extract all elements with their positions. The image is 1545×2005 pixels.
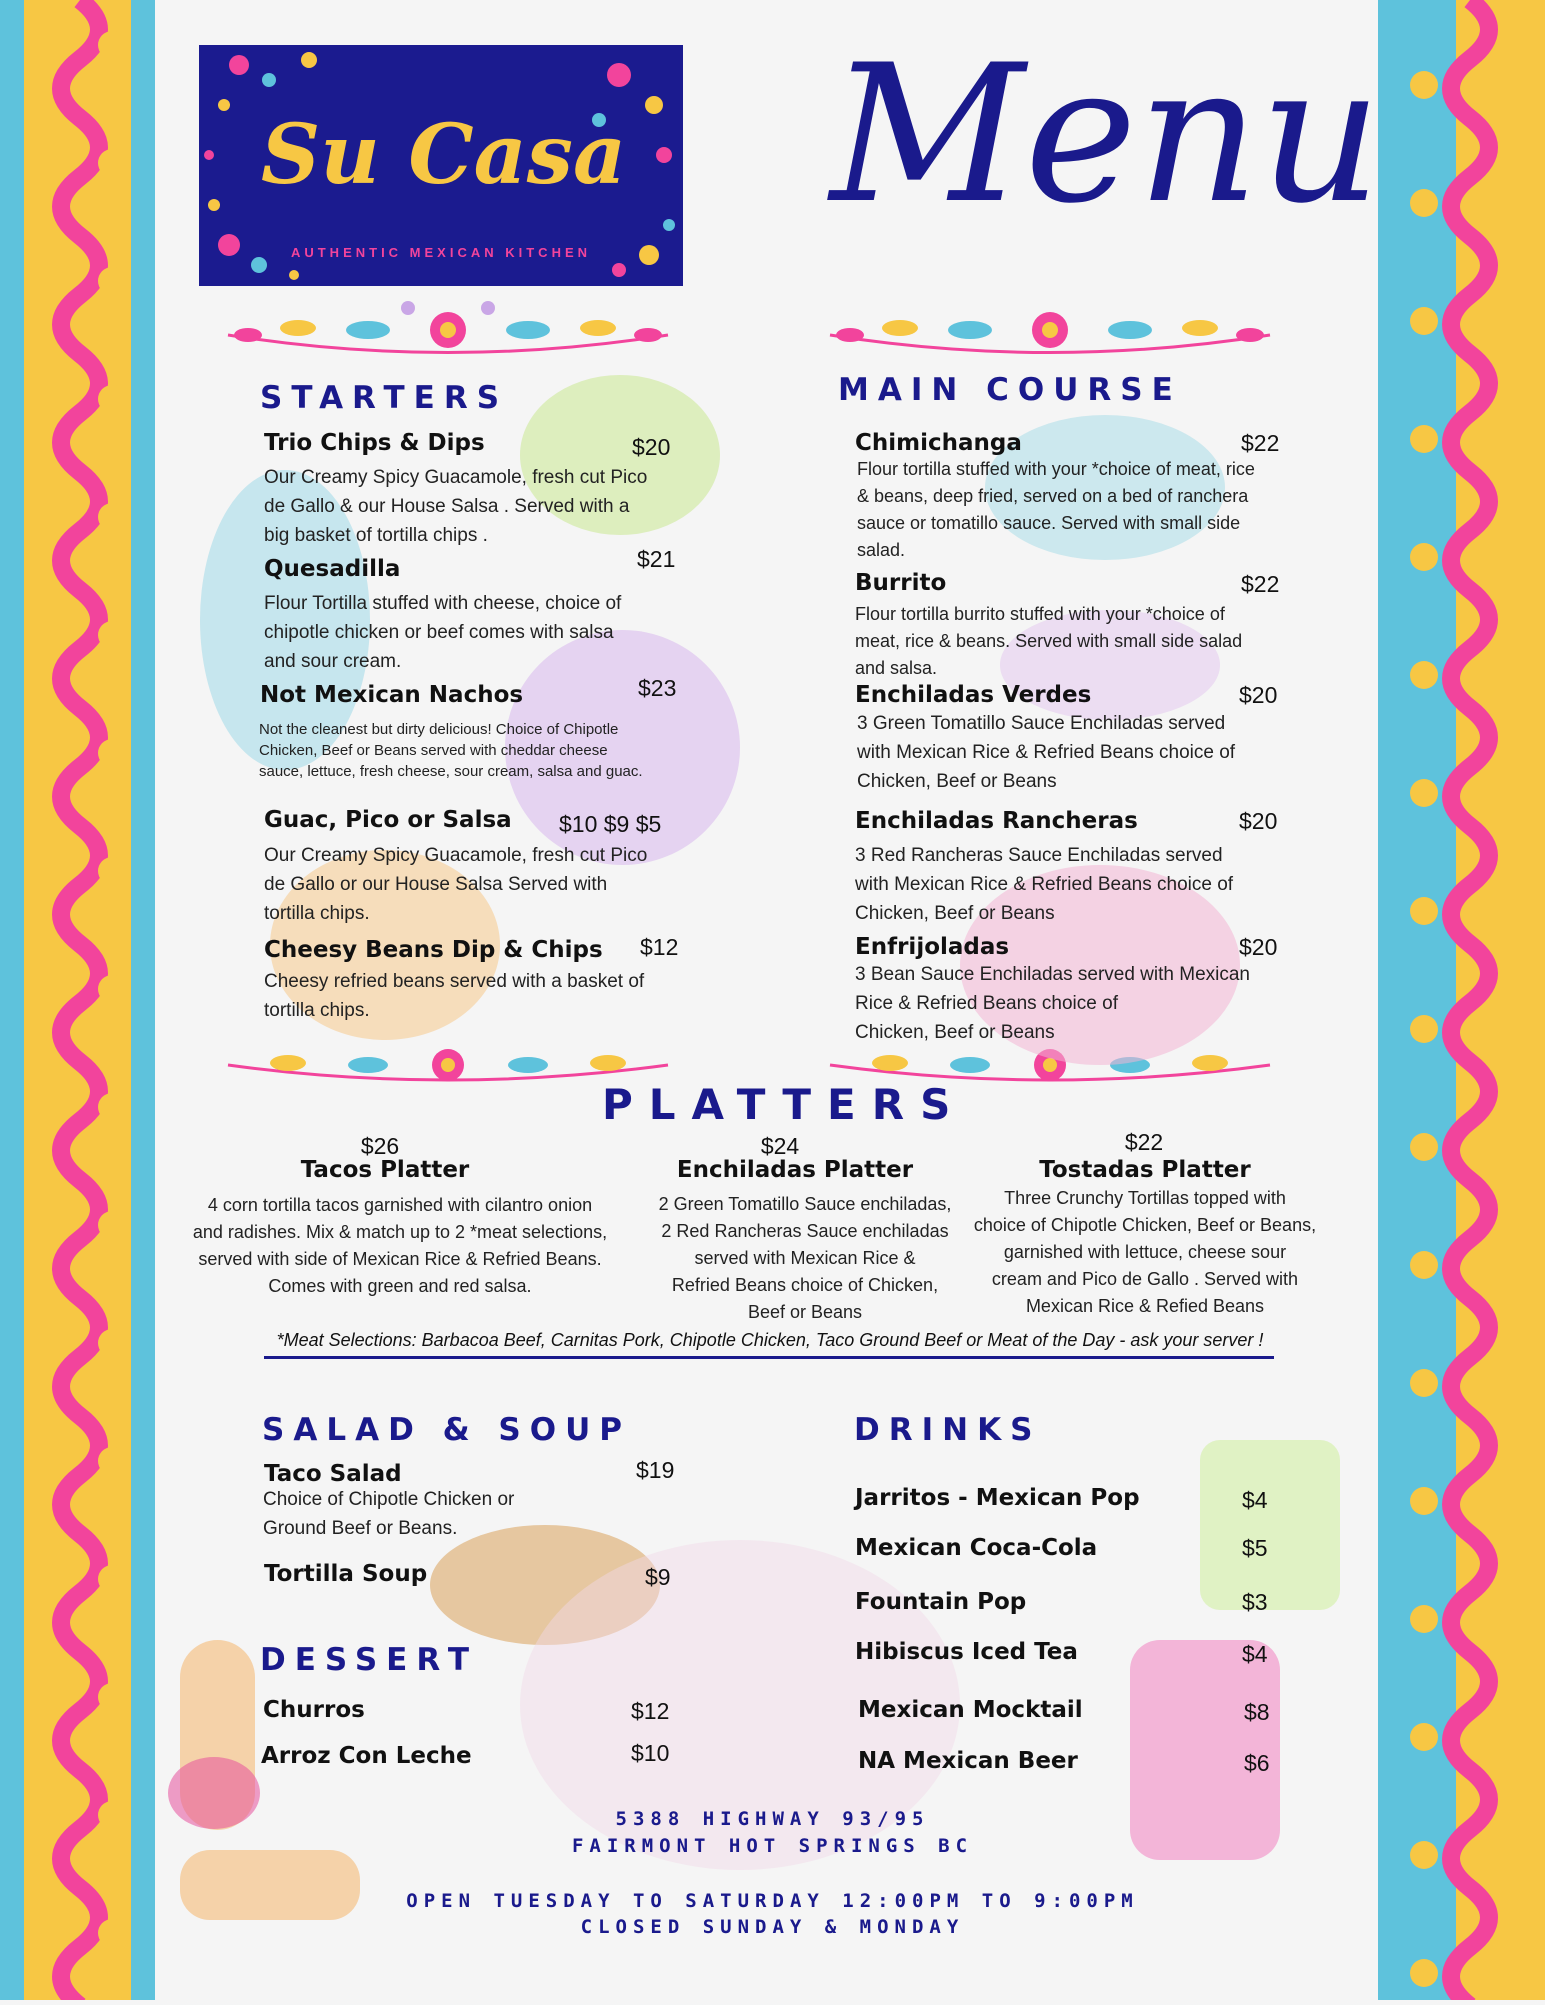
starter-name: Not Mexican Nachos [260,682,524,708]
main-name: Enchiladas Verdes [855,682,1092,708]
starter-name: Guac, Pico or Salsa [264,807,512,833]
drink-name: Fountain Pop [855,1589,1027,1615]
dessert-title: DESSERT [260,1642,478,1678]
platter-name: Tostadas Platter [1039,1157,1251,1183]
main-price: $20 [1239,682,1278,708]
platter-desc: 2 Green Tomatillo Sauce enchiladas, 2 Red Rancheras Sauce enchiladas served with Mexican Rice & Refried Beans choice of Chicken, Beef or Beans [658,1194,952,1322]
border-dot [98,739,126,767]
left-border-pattern [0,0,155,2000]
drinks-title: DRINKS [854,1412,1042,1448]
salad-soup-price: $19 [636,1457,675,1483]
border-dot [1410,661,1438,689]
main-name: Chimichanga [855,430,1022,456]
border-dot [1410,1487,1438,1515]
drink-price: $8 [1244,1699,1270,1725]
border-dot [98,31,126,59]
starter-price: $10 $9 $5 [559,811,662,837]
drink-price: $5 [1242,1535,1268,1561]
main-price: $22 [1241,430,1280,456]
border-dot [98,621,126,649]
border-dot [1410,189,1438,217]
starter-desc: Our Creamy Spicy Guacamole, fresh cut Pico de Gallo & our House Salsa . Served with a big basket of tortilla chips . [264,467,648,546]
floral-garland-main [820,290,1280,370]
meat-selections-note: *Meat Selections: Barbacoa Beef, Carnitas Pork, Chipotle Chicken, Taco Ground Beef or Meat of the Day - ask your server ! [276,1330,1264,1350]
border-dot [98,975,126,1003]
lemonade-illustration [1200,1440,1340,1610]
border-dot [1410,543,1438,571]
main-desc: Flour tortilla stuffed with your *choice of meat, rice & beans, deep fried, served on a bed of ranchera sauce or tomatillo sauce. Served with small side salad. [857,459,1255,560]
main-price: $20 [1239,808,1278,834]
left-border [0,0,155,2000]
platter-price: $26 [360,1133,400,1159]
floral-garland-starters [218,290,678,370]
starter-desc: Our Creamy Spicy Guacamole, fresh cut Pico de Gallo or our House Salsa Served with tortilla chips. [264,845,648,924]
border-dot [1410,1723,1438,1751]
salad-soup-title: SALAD & SOUP [262,1412,631,1448]
drink-price: $6 [1244,1750,1270,1776]
main-name: Burrito [855,570,947,596]
divider-line [264,1356,1274,1359]
starter-name: Cheesy Beans Dip & Chips [264,937,603,963]
starter-desc: Not the cleanest but dirty delicious! Choice of Chipotle Chicken, Beef or Beans served with cheddar cheese sauce, lettuce, fresh cheese, sour cream, salsa and guac. [259,721,643,780]
salad-soup-price: $9 [645,1564,671,1590]
border-dot [1410,1015,1438,1043]
starters-title: STARTERS [260,380,509,416]
dessert-price: $12 [631,1698,670,1724]
platter-name: Tacos Platter [300,1157,470,1183]
border-dot [1410,425,1438,453]
border-dot [98,1093,126,1121]
drink-price: $4 [1242,1641,1268,1667]
main-name: Enfrijoladas [855,934,1010,960]
platter-desc: Three Crunchy Tortillas topped with choice of Chipotle Chicken, Beef or Beans, garnished with lettuce, cheese sour cream and Pico de Gallo . Served with Mexican Rice & Refied Beans [973,1188,1317,1316]
main-price: $20 [1239,934,1278,960]
hours-line-2: CLOSED SUNDAY & MONDAY [580,1916,965,1938]
main-course-title: MAIN COURSE [838,372,1182,408]
dessert-name: Churros [263,1697,365,1723]
starter-price: $21 [637,546,676,572]
main-desc: 3 Green Tomatillo Sauce Enchiladas served with Mexican Rice & Refried Beans choice of Chicken, Beef or Beans [857,713,1236,792]
border-dot [98,1329,126,1357]
drink-name: NA Mexican Beer [858,1748,1078,1774]
main-desc: Flour tortilla burrito stuffed with your *choice of meat, rice & beans. Served with small side salad and salsa. [855,604,1243,678]
border-dot [1410,779,1438,807]
drink-name: Mexican Mocktail [858,1697,1083,1723]
border-dot [98,857,126,885]
platter-price: $24 [760,1133,800,1159]
menu-title: Menu [830,24,1382,245]
drink-name: Jarritos - Mexican Pop [855,1485,1140,1511]
salad-soup-desc: Choice of Chipotle Chicken or Ground Beef or Beans. [263,1489,515,1539]
main-price: $22 [1241,571,1280,597]
border-dot [1410,1133,1438,1161]
border-dot [1410,1369,1438,1397]
drink-name: Mexican Coca-Cola [855,1535,1098,1561]
border-dot [98,267,126,295]
drink-name: Hibiscus Iced Tea [855,1639,1078,1665]
border-dot [98,503,126,531]
drink-price: $3 [1242,1589,1268,1615]
logo [199,45,683,286]
border-dot [1410,307,1438,335]
starter-name: Quesadilla [264,556,401,582]
starter-desc: Flour Tortilla stuffed with cheese, choice of chipotle chicken or beef comes with salsa and sour cream. [264,593,622,672]
dessert-price: $10 [631,1740,670,1766]
main-name: Enchiladas Rancheras [855,808,1138,834]
starter-desc: Cheesy refried beans served with a basket of tortilla chips. [264,971,645,1021]
address-line-2: FAIRMONT HOT SPRINGS BC [571,1835,974,1857]
dessert-name: Arroz Con Leche [261,1743,472,1769]
right-border [1378,0,1545,2000]
border-dot [1410,1251,1438,1279]
platter-desc: 4 corn tortilla tacos garnished with cilantro onion and radishes. Mix & match up to 2 *meat selections, served with side of Mexican Rice & Refried Beans. Comes with green and red salsa. [192,1195,608,1296]
main-desc: 3 Red Rancheras Sauce Enchiladas served with Mexican Rice & Refried Beans choice of Chicken, Beef or Beans [855,845,1234,924]
address-line-1: 5388 HIGHWAY 93/95 [615,1808,930,1830]
starter-price: $20 [632,434,671,460]
salad-soup-name: Taco Salad [264,1461,402,1487]
border-dot [98,149,126,177]
border-dot [1410,1605,1438,1633]
drink-price: $4 [1242,1487,1268,1513]
starter-price: $23 [638,675,677,701]
logo-tagline: AUTHENTIC MEXICAN KITCHEN [290,245,592,260]
platter-name: Enchiladas Platter [676,1157,914,1183]
logo-name: Su Casa [261,107,627,203]
border-dot [1410,1959,1438,1987]
border-dot [98,1683,126,1711]
border-dot [98,1447,126,1475]
border-dot [98,1565,126,1593]
platters-title: PLATTERS [602,1080,967,1129]
border-dot [1410,71,1438,99]
starter-price: $12 [640,934,679,960]
starter-name: Trio Chips & Dips [264,430,485,456]
hours-line-1: OPEN TUESDAY TO SATURDAY 12:00PM TO 9:00PM [406,1890,1139,1912]
border-dot [1410,897,1438,925]
right-border-pattern [1378,0,1545,2000]
platter-price: $22 [1124,1129,1164,1155]
border-dot [98,1211,126,1239]
border-dot [98,385,126,413]
main-desc: 3 Bean Sauce Enchiladas served with Mexican Rice & Refried Beans choice of Chicken, Beef or Beans [855,964,1251,1043]
salad-soup-name: Tortilla Soup [264,1561,428,1587]
